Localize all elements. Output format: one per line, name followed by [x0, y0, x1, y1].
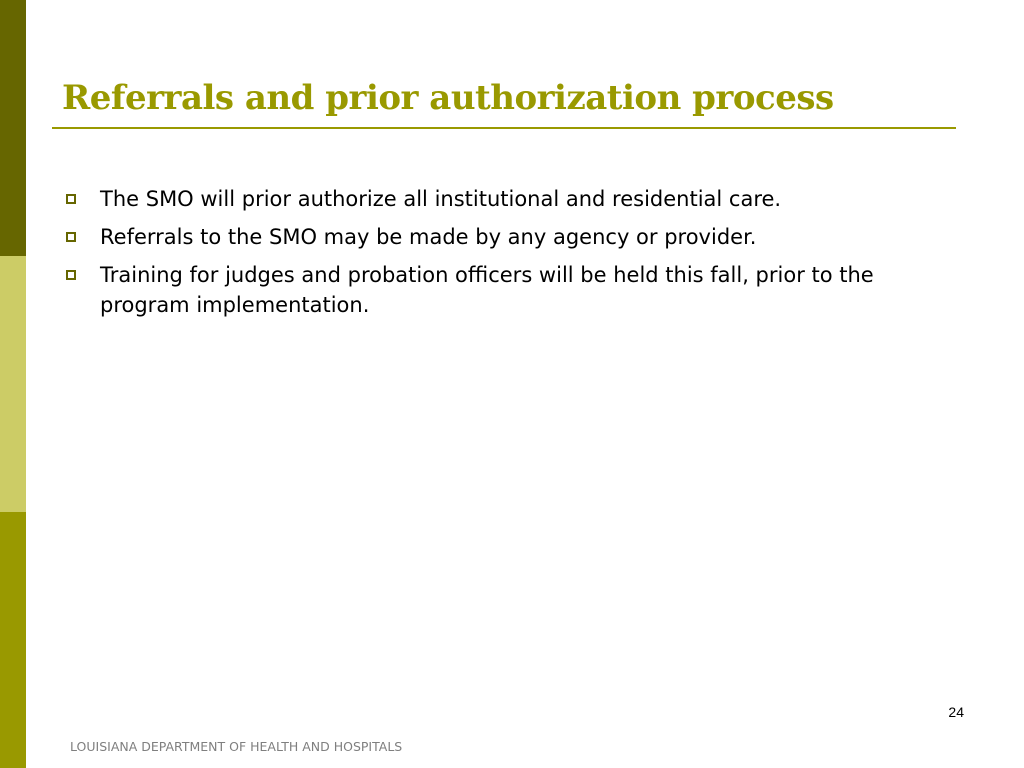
side-bar-top: [0, 0, 26, 256]
bullet-text: The SMO will prior authorize all institutional and residential care.: [100, 187, 782, 211]
list-item: [66, 184, 956, 214]
square-bullet-icon: [66, 232, 76, 242]
footer-text: LOUISIANA DEPARTMENT OF HEALTH AND HOSPITALS: [70, 739, 403, 754]
side-bar-middle: [0, 256, 26, 512]
side-bar-bottom: [0, 512, 26, 768]
bullet-text: Training for judges and probation officers will be held this fall, prior to the program implementation.: [100, 263, 874, 317]
list-item: [66, 222, 956, 252]
square-bullet-icon: [66, 270, 76, 280]
slide-title: Referrals and prior authorization process: [62, 78, 834, 118]
list-item: [66, 260, 956, 320]
square-bullet-icon: [66, 194, 76, 204]
bullet-text: Referrals to the SMO may be made by any agency or provider.: [100, 225, 757, 249]
title-underline: [52, 127, 956, 129]
bullet-list: [66, 184, 956, 328]
page-number: 24: [948, 704, 964, 720]
